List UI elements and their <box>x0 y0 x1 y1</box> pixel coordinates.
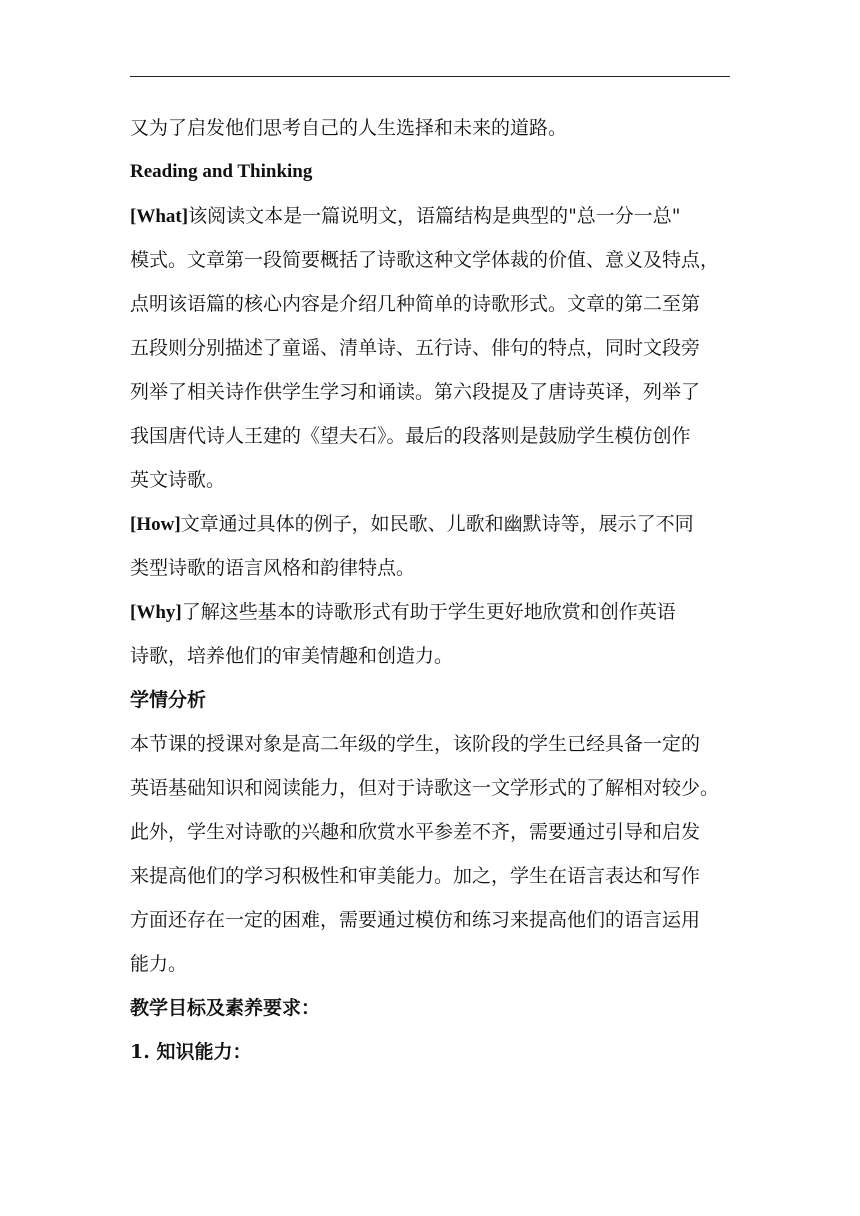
analysis-heading: 学情分析 <box>130 689 207 711</box>
analysis-line-6: 能力。 <box>130 953 188 975</box>
what-line-7: 英文诗歌。 <box>130 469 226 491</box>
header-rule <box>130 76 730 77</box>
how-text-1: 文章通过具体的例子，如民歌、儿歌和幽默诗等，展示了不同 <box>180 513 694 535</box>
analysis-line-4: 来提高他们的学习积极性和审美能力。加之，学生在语言表达和写作 <box>130 865 701 887</box>
what-line-1 <box>130 194 730 238</box>
why-tag: [Why] <box>130 602 182 623</box>
reading-heading: Reading and Thinking <box>130 161 313 182</box>
what-line-3: 点明该语篇的核心内容是介绍几种简单的诗歌形式。文章的第二至第 <box>130 293 701 315</box>
how-line-1 <box>130 502 730 546</box>
why-line-2: 诗歌，培养他们的审美情趣和创造力。 <box>130 645 454 667</box>
what-tag: [What] <box>130 206 189 227</box>
analysis-line-1: 本节课的授课对象是高二年级的学生，该阶段的学生已经具备一定的 <box>130 733 701 755</box>
what-line-5: 列举了相关诗作供学生学习和诵读。第六段提及了唐诗英译，列举了 <box>130 381 701 403</box>
goal1-heading: 1. 知识能力： <box>130 1041 252 1063</box>
what-line-4: 五段则分别描述了童谣、清单诗、五行诗、俳句的特点，同时文段旁 <box>130 337 701 359</box>
what-text-1: 该阅读文本是一篇说明文，语篇结构是典型的"总一分一总" <box>188 205 681 227</box>
analysis-line-2: 英语基础知识和阅读能力，但对于诗歌这一文学形式的了解相对较少。 <box>130 777 720 799</box>
why-line-1 <box>130 590 730 634</box>
why-text-1: 了解这些基本的诗歌形式有助于学生更好地欣赏和创作英语 <box>181 601 676 623</box>
what-line-2: 模式。文章第一段简要概括了诗歌这种文学体裁的价值、意义及特点， <box>130 249 720 271</box>
what-line-6: 我国唐代诗人王建的《望夫石》。最后的段落则是鼓励学生模仿创作 <box>130 425 691 447</box>
document-body <box>130 106 730 1074</box>
analysis-line-5: 方面还存在一定的困难，需要通过模仿和练习来提高他们的语言运用 <box>130 909 701 931</box>
intro-line: 又为了启发他们思考自己的人生选择和未来的道路。 <box>130 117 568 139</box>
analysis-line-3: 此外，学生对诗歌的兴趣和欣赏水平参差不齐，需要通过引导和启发 <box>130 821 701 843</box>
goals-heading: 教学目标及素养要求： <box>130 997 321 1019</box>
how-line-2: 类型诗歌的语言风格和韵律特点。 <box>130 557 416 579</box>
how-tag: [How] <box>130 514 181 535</box>
